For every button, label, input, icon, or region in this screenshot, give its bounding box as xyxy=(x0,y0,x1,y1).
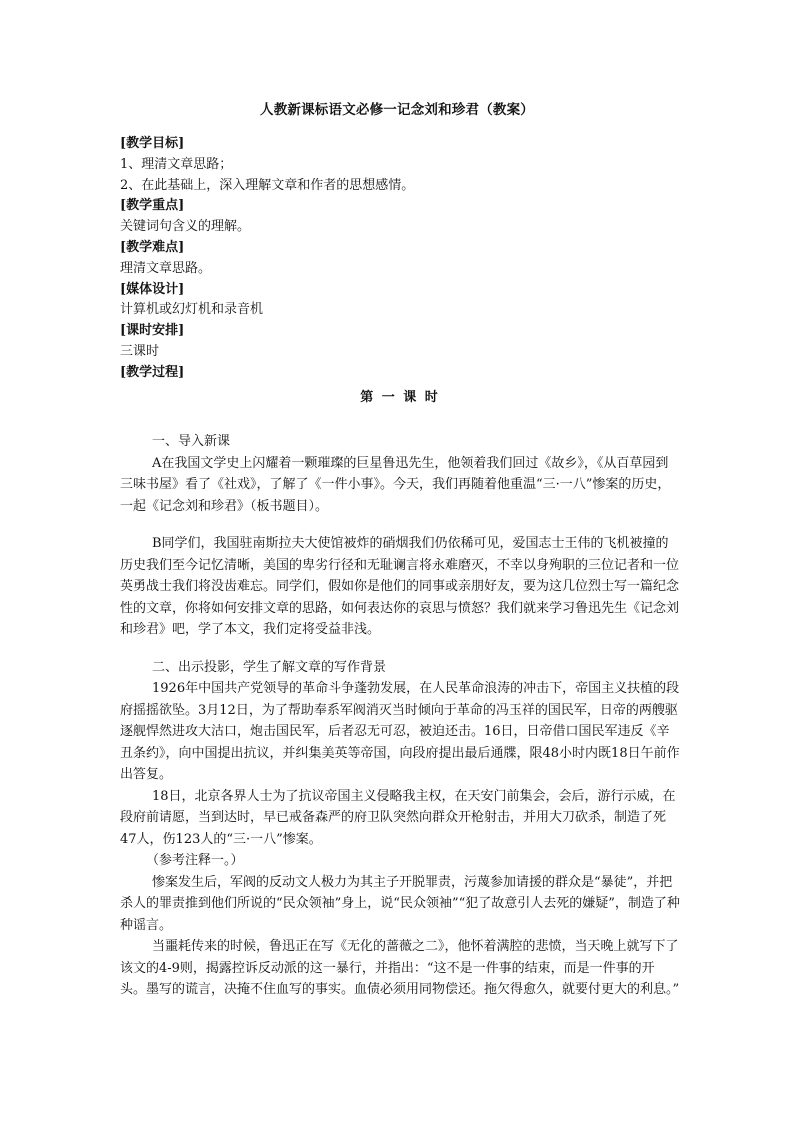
section-1-heading: 一、导入新课 xyxy=(152,434,231,449)
schedule-heading: [课时安排] xyxy=(120,323,185,339)
key-point-text: 关键词句含义的理解。 xyxy=(120,219,251,235)
media-heading: [媒体设计] xyxy=(120,281,185,297)
media-text: 计算机或幻灯机和录音机 xyxy=(120,302,264,318)
lesson-body xyxy=(120,431,680,1001)
paragraph-a: A在我国文学史上闪耀着一颗璀璨的巨星鲁迅先生，他领着我们回过《故乡》，《从百草园到三味书屋》看了《社戏》，了解了《一件小事》。今天，我们再随着他重温“三·一八”惨案的历史，一起《记念刘和珍君》（板书题目）。 xyxy=(120,455,671,514)
key-point-heading: [教学重点] xyxy=(120,198,185,214)
paragraph-1926: 1926年中国共产党领导的革命斗争蓬勃发展，在人民革命浪涛的冲击下，帝国主义扶植的段府摇摇欲坠。3月12日，为了帮助奉系军阀消灭当时倾向于革命的冯玉祥的国民军，日帝的两艘驱逐舰悍然进攻大沽口，炮击国民军，后者忍无可忍，被迫还击。16日，日帝借口国民军违反《辛丑条约》，向中国提出抗议，并纠集美英等帝国，向段府提出最后通牒，限48小时内既18日午前作出答复。 xyxy=(120,681,680,782)
lesson-plan-header xyxy=(120,134,680,416)
difficulty-heading: [教学难点] xyxy=(120,239,185,255)
schedule-text: 三课时 xyxy=(120,343,160,359)
goal-heading: [教学目标] xyxy=(120,136,185,151)
section-2-heading: 二、出示投影，学生了解文章的写作背景 xyxy=(152,659,387,675)
paragraph-last: 当噩耗传来的时候，鲁迅正在写《无化的蔷薇之二》，他怀着满腔的悲愤，当天晚上就写下了该文的4-9则，揭露控诉反动派的这一暴行，并指出：“这不是一件事的结束，而是一件事的开头。墨写的谎言，决掩不住血写的事实。血债必须用同物偿还。拖欠得愈久，就要付更大的利息。” xyxy=(120,939,680,997)
lesson-title: 第 一 课 时 xyxy=(360,389,440,405)
goal-item-1: 1、理清文章思路； xyxy=(120,156,233,172)
goal-item-2: 2、在此基础上，深入理解文章和作者的思想感情。 xyxy=(120,177,415,193)
process-heading: [教学过程] xyxy=(120,364,185,380)
paragraph-note: （参考注释一。） xyxy=(146,853,244,868)
paragraph-b: B同学们，我国驻南斯拉夫大使馆被炸的硝烟我们仍依稀可见，爱国志士王伟的飞机被撞的历史我们至今记忆清晰，美国的卑劣行径和无耻谰言将永难磨灭，不幸以身殉职的三位记者和一位英勇战士我们将没齿难忘。同学们，假如你是他们的同事或亲朋好友，要为这几位烈士写一篇纪念性的文章，你将如何安排文章的思路，如何表达你的哀思与愤怒？我们就来学习鲁迅先生《记念刘和珍君》吧，学了本文，我们定将受益非浅。 xyxy=(120,536,680,637)
paragraph-after: 惨案发生后，军阀的反动文人极力为其主子开脱罪责，污蔑参加请援的群众是“暴徒”，并把杀人的罪责推到他们所说的“民众领袖”身上，说“民众领袖”“犯了故意引人去死的嫌疑”，制造了种种谣言。 xyxy=(120,874,680,933)
document-title: 人教新课标语文必修一记念刘和珍君（教案） xyxy=(260,102,534,118)
difficulty-text: 理清文章思路。 xyxy=(120,260,212,276)
paragraph-18: 18日，北京各界人士为了抗议帝国主义侵略我主权，在天安门前集会，会后，游行示威，在段府前请愿，当到达时，早已戒备森严的府卫队突然向群众开枪射击，并用大刀砍杀，制造了死47人，伤123人的“三·一八”惨案。 xyxy=(120,788,676,847)
